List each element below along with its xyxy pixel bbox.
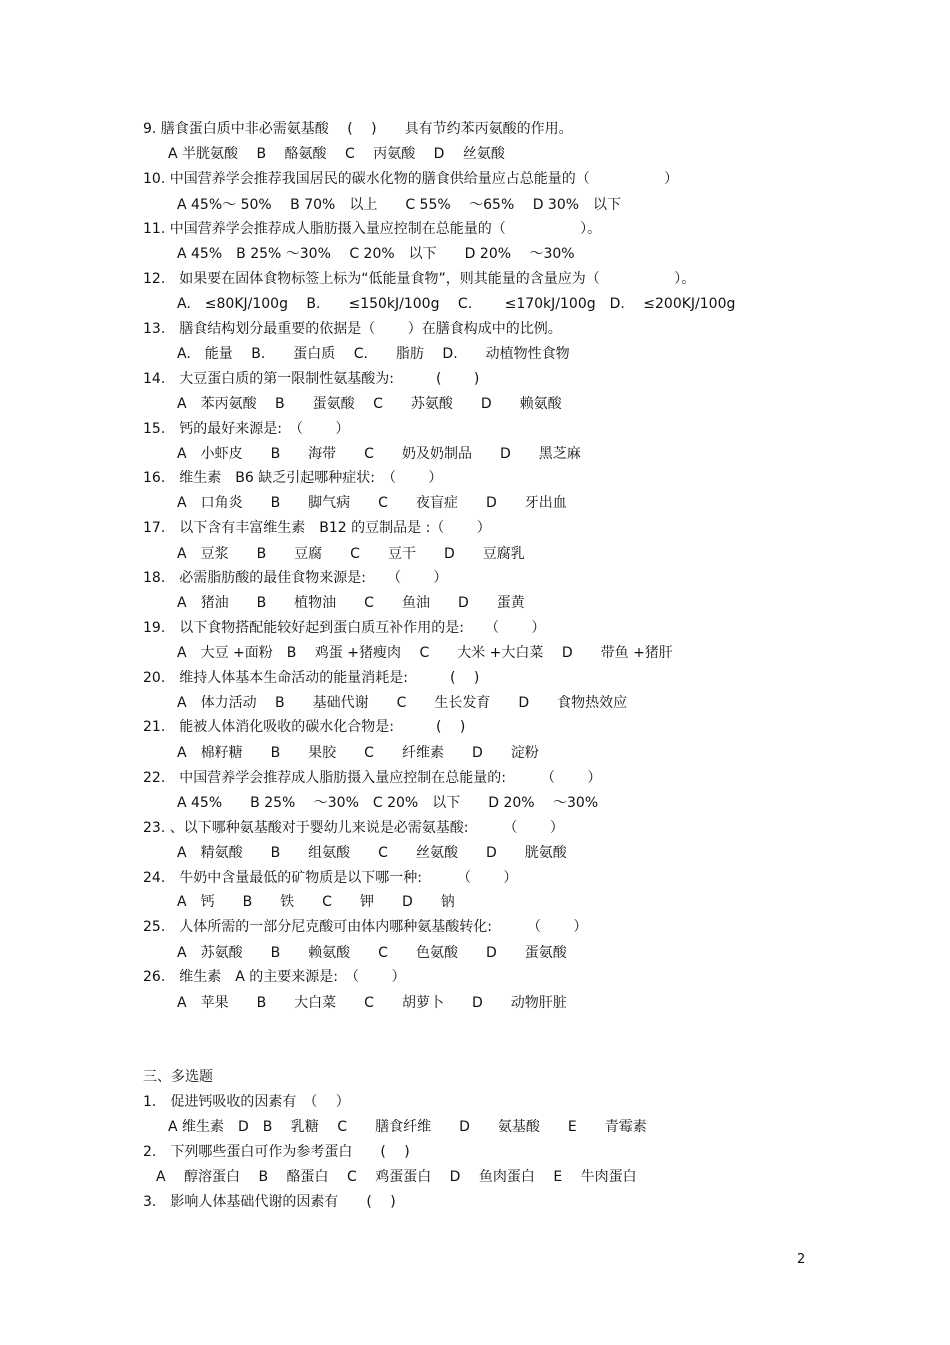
question-18: 18. 必需脂肪酸的最佳食物来源是: （ ） bbox=[143, 570, 448, 586]
question-26: 26. 维生素 A 的主要来源是: （ ） bbox=[143, 969, 406, 985]
multi-options-2: A 醇溶蛋白 B 酪蛋白 C 鸡蛋蛋白 D 鱼肉蛋白 E 牛肉蛋白 bbox=[156, 1169, 637, 1185]
question-9: 9. 膳食蛋白质中非必需氨基酸 ( ) 具有节约苯丙氨酸的作用。 bbox=[143, 121, 573, 137]
options-26: A 苹果 B 大白菜 C 胡萝卜 D 动物肝脏 bbox=[177, 995, 567, 1011]
question-19: 19. 以下食物搭配能较好起到蛋白质互补作用的是: （ ） bbox=[143, 620, 546, 636]
question-20: 20. 维持人体基本生命活动的能量消耗是: ( ) bbox=[143, 670, 480, 686]
options-11: A 45% B 25% ～30% C 20% 以下 D 20% ～30% bbox=[177, 246, 575, 262]
question-22: 22. 中国营养学会推荐成人脂肪摄入量应控制在总能量的: （ ） bbox=[143, 770, 602, 786]
question-23: 23. 、以下哪种氨基酸对于婴幼儿来说是必需氨基酸: （ ） bbox=[143, 820, 564, 836]
options-16: A 口角炎 B 脚气病 C 夜盲症 D 牙出血 bbox=[177, 495, 567, 511]
question-25: 25. 人体所需的一部分尼克酸可由体内哪种氨基酸转化: （ ） bbox=[143, 919, 588, 935]
options-22: A 45% B 25% ～30% C 20% 以下 D 20% ～30% bbox=[177, 795, 599, 811]
options-18: A 猪油 B 植物油 C 鱼油 D 蛋黄 bbox=[177, 595, 525, 611]
options-23: A 精氨酸 B 组氨酸 C 丝氨酸 D 胱氨酸 bbox=[177, 845, 567, 861]
multi-question-2: 2. 下列哪些蛋白可作为参考蛋白 ( ) bbox=[143, 1144, 410, 1160]
question-15: 15. 钙的最好来源是: （ ） bbox=[143, 421, 350, 437]
options-20: A 体力活动 B 基础代谢 C 生长发育 D 食物热效应 bbox=[177, 695, 628, 711]
options-21: A 棉籽糖 B 果胶 C 纤维素 D 淀粉 bbox=[177, 745, 539, 761]
page-number: 2 bbox=[797, 1252, 806, 1267]
options-10: A 45%～ 50% B 70% 以上 C 55% ～65% D 30% 以下 bbox=[177, 197, 622, 213]
options-15: A 小虾皮 B 海带 C 奶及奶制品 D 黑芝麻 bbox=[177, 446, 581, 462]
multi-options-1: A 维生素 D B 乳糖 C 膳食纤维 D 氨基酸 E 青霉素 bbox=[168, 1119, 647, 1135]
question-24: 24. 牛奶中含量最低的矿物质是以下哪一种: （ ） bbox=[143, 870, 518, 886]
question-21: 21. 能被人体消化吸收的碳水化合物是: ( ) bbox=[143, 719, 466, 735]
options-14: A 苯丙氨酸 B 蛋氨酸 C 苏氨酸 D 赖氨酸 bbox=[177, 396, 562, 412]
question-13: 13. 膳食结构划分最重要的依据是（ ）在膳食构成中的比例。 bbox=[143, 321, 562, 337]
section-heading-multiple-choice: 三、多选题 bbox=[143, 1069, 213, 1085]
options-9: A 半胱氨酸 B 酪氨酸 C 丙氨酸 D 丝氨酸 bbox=[168, 146, 505, 162]
question-14: 14. 大豆蛋白质的第一限制性氨基酸为: ( ) bbox=[143, 371, 480, 387]
options-13: A. 能量 B. 蛋白质 C. 脂肪 D. 动植物性食物 bbox=[177, 346, 570, 362]
options-12: A. ≤80KJ/100g B. ≤150kJ/100g C. ≤170kJ/100g D. ≤200KJ/100g bbox=[177, 296, 736, 312]
question-17: 17. 以下含有丰富维生素 B12 的豆制品是 :（ ） bbox=[143, 520, 491, 536]
options-25: A 苏氨酸 B 赖氨酸 C 色氨酸 D 蛋氨酸 bbox=[177, 945, 567, 961]
options-24: A 钙 B 铁 C 钾 D 钠 bbox=[177, 894, 455, 910]
question-12: 12. 如果要在固体食物标签上标为“低能量食物”，则其能量的含量应为（ ）。 bbox=[143, 271, 696, 287]
options-17: A 豆浆 B 豆腐 C 豆干 D 豆腐乳 bbox=[177, 546, 525, 562]
multi-question-1: 1. 促进钙吸收的因素有 （ ） bbox=[143, 1094, 350, 1110]
options-19: A 大豆 +面粉 B 鸡蛋 +猪瘦肉 C 大米 +大白菜 D 带鱼 +猪肝 bbox=[177, 645, 673, 661]
multi-question-3: 3. 影响人体基础代谢的因素有 ( ) bbox=[143, 1194, 396, 1210]
question-11: 11. 中国营养学会推荐成人脂肪摄入量应控制在总能量的（ ）。 bbox=[143, 221, 602, 237]
question-16: 16. 维生素 B6 缺乏引起哪种症状: （ ） bbox=[143, 470, 443, 486]
question-10: 10. 中国营养学会推荐我国居民的碳水化物的膳食供给量应占总能量的（ ） bbox=[143, 171, 679, 187]
